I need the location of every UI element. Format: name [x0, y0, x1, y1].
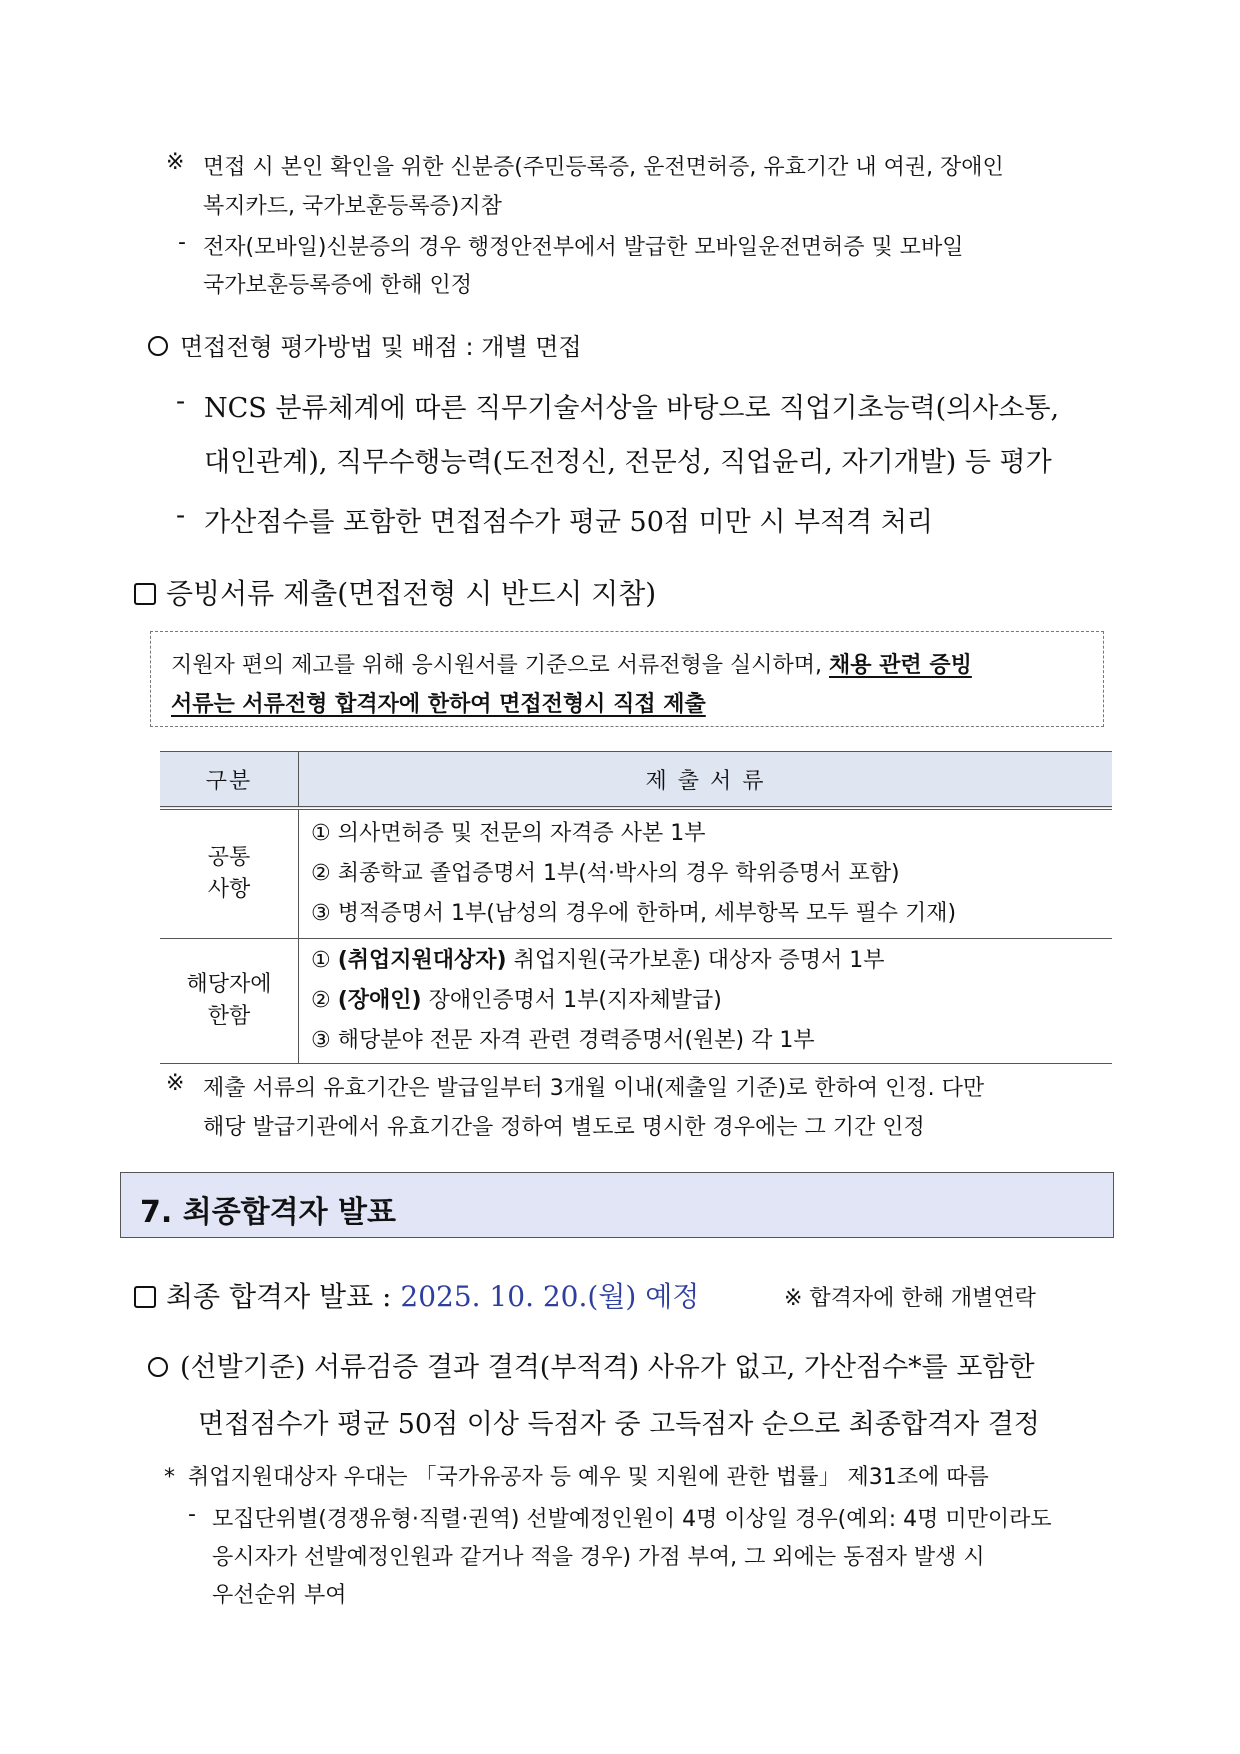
table-header-category: 구분: [160, 752, 299, 809]
criteria-line1: [148, 1345, 1035, 1384]
applicable-label: [160, 939, 299, 1064]
footnote-sub1: 모집단위별(경쟁유형·직렬·권역) 선발예정인원이 4명 이상일 경우(예외: 4명 미만이라도: [212, 1507, 1052, 1532]
announce-date: 2025. 10. 20.(월) 예정: [400, 1280, 700, 1313]
footnote-sub2: 응시자가 선발예정인원과 같거나 적을 경우) 가점 부여, 그 외에는 동점자 발생 시: [212, 1545, 985, 1570]
method-heading: [148, 327, 582, 362]
id-sub-line1: 전자(모바일)신분증의 경우 행정안전부에서 발급한 모바일운전면허증 및 모바일: [203, 235, 964, 260]
criteria-line2: 면접점수가 평균 50점 이상 득점자 중 고득점자 순으로 최종합격자 결정: [198, 1409, 1040, 1440]
criteria-line1-text: (선발기준) 서류검증 결과 결격(부적격) 사유가 없고, 가산점수*를 포함한: [180, 1352, 1035, 1383]
method-item2: 가산점수를 포함한 면접점수가 평균 50점 미만 시 부적격 처리: [204, 507, 933, 538]
method-dash-2: -: [176, 500, 186, 531]
id-sub-line2: 국가보훈등록증에 한해 인정: [203, 273, 473, 298]
item-number: ①: [311, 948, 331, 973]
announce-note: ※ 합격자에 한해 개별연락: [784, 1286, 1036, 1311]
method-dash-1: -: [176, 386, 186, 417]
circle-bullet-icon: [148, 1357, 168, 1377]
item-category: (장애인): [337, 988, 422, 1013]
list-item: ③ 병적증명서 1부(남성의 경우에 한하며, 세부항목 모두 필수 기재): [311, 901, 957, 926]
applicable-items: [299, 939, 1113, 1064]
item-category: (취업지원대상자): [337, 948, 507, 973]
method-item1-line1: NCS 분류체계에 따른 직무기술서상을 바탕으로 직업기초능력(의사소통,: [204, 393, 1060, 424]
table-header-documents: 제 출 서 류: [299, 752, 1113, 809]
documents-heading-text: 증빙서류 제출(면접전형 시 반드시 지참): [166, 577, 657, 610]
footnote-sub3: 우선순위 부여: [212, 1583, 347, 1608]
notice-line1: [171, 648, 972, 679]
method-heading-text: 면접전형 평가방법 및 배점 : 개별 면접: [180, 333, 582, 361]
table-row-common: [160, 808, 1112, 939]
list-item: ② 최종학교 졸업증명서 1부(석·박사의 경우 학위증명서 포함): [311, 861, 900, 886]
square-bullet-icon: [134, 583, 156, 605]
footnote: 취업지원대상자 우대는 「국가유공자 등 예우 및 지원에 관한 법률」 제31조에 따름: [188, 1465, 989, 1490]
method-item1-line2: 대인관계), 직무수행능력(도전정신, 전문성, 직업윤리, 자기개발) 등 평가: [204, 447, 1052, 478]
applicable-label-1: 해당자에: [186, 972, 272, 997]
notice-line1-plain: 지원자 편의 제고를 위해 응시원서를 기준으로 서류전형을 실시하며,: [171, 653, 829, 678]
documents-table: [160, 751, 1112, 1064]
applicable-label-2: 한함: [207, 1004, 251, 1029]
documents-heading: [134, 572, 656, 612]
list-item: [299, 941, 1112, 981]
item-text: 취업지원(국가보훈) 대상자 증명서 1부: [513, 948, 885, 973]
common-label-1: 공통: [207, 845, 251, 870]
table-row-applicable: [160, 939, 1112, 1064]
validity-line1: 제출 서류의 유효기간은 발급일부터 3개월 이내(제출일 기준)로 한하여 인정. 다만: [203, 1076, 985, 1101]
common-label: [160, 808, 299, 939]
id-sub-dash: -: [178, 230, 186, 255]
notice-line1-emphasis: 채용 관련 증빙: [829, 653, 972, 678]
announce-label: 최종 합격자 발표 :: [166, 1280, 401, 1313]
common-items: [299, 808, 1113, 939]
note-mark: ※: [166, 150, 185, 175]
list-item: ③ 해당분야 전문 자격 관련 경력증명서(원본) 각 1부: [311, 1028, 815, 1053]
circle-bullet-icon: [148, 336, 168, 356]
common-label-2: 사항: [207, 877, 251, 902]
footnote-mark: *: [164, 1465, 175, 1490]
item-number: ②: [311, 988, 331, 1013]
footnote-dash: -: [188, 1502, 196, 1527]
validity-mark: ※: [166, 1071, 185, 1096]
validity-line2: 해당 발급기관에서 유효기간을 정하여 별도로 명시한 경우에는 그 기간 인정: [203, 1115, 925, 1140]
section-title: 7. 최종합격자 발표: [140, 1195, 397, 1230]
square-bullet-icon: [134, 1286, 156, 1308]
id-note-line1: 면접 시 본인 확인을 위한 신분증(주민등록증, 운전면허증, 유효기간 내 여권, 장애인: [203, 155, 1004, 180]
announce-line: [134, 1275, 699, 1315]
item-text: 장애인증명서 1부(지자체발급): [428, 988, 722, 1013]
list-item: ① 의사면허증 및 전문의 자격증 사본 1부: [311, 821, 706, 846]
list-item: [299, 981, 1112, 1021]
id-note-line2: 복지카드, 국가보훈등록증)지참: [203, 194, 502, 219]
table-header-row: [160, 752, 1112, 809]
notice-line2: 서류는 서류전형 합격자에 한하여 면접전형시 직접 제출: [171, 692, 706, 717]
